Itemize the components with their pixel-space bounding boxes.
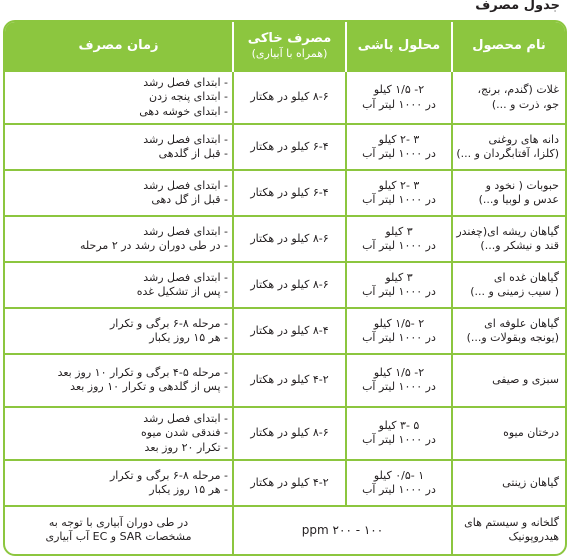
table-row-last: [5, 506, 565, 554]
timing-line: - ابتدای خوشه دهی: [8, 105, 228, 119]
soil-cell: ۶-۴ کیلو در هکتار: [233, 124, 346, 170]
timing-line: - ابتدای فصل رشد: [8, 271, 228, 285]
crop-line: سبزی و صیفی: [492, 373, 559, 387]
crop-line: گیاهان علوفه ای: [484, 316, 559, 330]
header-spray: محلول پاشی: [346, 22, 452, 71]
header-timing: زمان مصرف: [5, 22, 233, 71]
crop-cell: [452, 460, 565, 506]
timing-line: - هر ۱۵ روز یکبار: [8, 331, 228, 345]
spray-cell: [346, 170, 452, 216]
crop-line: هیدروپونیک: [508, 530, 559, 544]
crop-line: ( سیب زمینی و ...): [470, 284, 559, 298]
soil-cell: ۴-۲ کیلو در هکتار: [233, 354, 346, 407]
timing-line: - ابتدای فصل رشد: [8, 179, 228, 193]
header-soil-label: مصرف خاکی: [247, 31, 332, 46]
timing-line: - قبل از گلدهی: [8, 147, 228, 161]
spray-line: ۲- ۱/۵ کیلو: [373, 83, 425, 97]
table-row: [5, 460, 565, 506]
spray-line: ۳ -۲ کیلو: [378, 178, 420, 192]
header-soil-sub: (همراه با آبیاری): [251, 47, 328, 61]
crop-cell: [452, 124, 565, 170]
timing-line: - ابتدای پنجه زدن: [8, 90, 228, 104]
timing-line: - هر ۱۵ روز یکبار: [8, 483, 228, 497]
spray-cell: [346, 407, 452, 460]
crop-line: درختان میوه: [503, 426, 559, 440]
table-row: [5, 124, 565, 170]
crop-line: عدس و لوبیا و...): [478, 193, 559, 206]
spray-line: ۲ -۱/۵ کیلو: [373, 316, 425, 330]
table-row: [5, 407, 565, 460]
crop-line: قند و نیشکر و...): [480, 238, 559, 252]
spray-line: در ۱۰۰۰ لیتر آب: [362, 284, 436, 298]
timing-cell: [5, 308, 233, 354]
timing-line: - ابتدای فصل رشد: [8, 225, 228, 239]
timing-line: - مرحله ۸-۶ برگی و تکرار: [8, 317, 228, 331]
spray-line: در ۱۰۰۰ لیتر آب: [362, 380, 436, 394]
crop-cell: [452, 262, 565, 308]
timing-note-line: در طی دوران آبیاری با توجه به: [48, 516, 189, 530]
spray-cell: [346, 308, 452, 354]
crop-cell: [452, 71, 565, 124]
spray-line: ۳ کیلو: [385, 270, 413, 284]
crop-cell: [452, 308, 565, 354]
timing-line: - قبل از گل دهی: [8, 193, 228, 207]
spray-cell: [346, 124, 452, 170]
table-header-row: [5, 22, 565, 71]
crop-line: گلخانه و سیستم های: [464, 516, 559, 530]
timing-line: - مرحله ۵-۴ برگی و تکرار ۱۰ روز بعد: [8, 366, 228, 380]
page-title: جدول مصرف: [475, 0, 560, 13]
spray-line: ۵ -۳ کیلو: [378, 419, 420, 433]
soil-cell: ۸-۶ کیلو در هکتار: [233, 71, 346, 124]
soil-cell: ۴-۲ کیلو در هکتار: [233, 460, 346, 506]
spray-line: در ۱۰۰۰ لیتر آب: [362, 238, 436, 252]
timing-cell: [5, 71, 233, 124]
timing-cell: [5, 262, 233, 308]
timing-cell: [5, 407, 233, 460]
timing-line: - پس از تشکیل غده: [8, 285, 228, 299]
spray-line: در ۱۰۰۰ لیتر آب: [362, 433, 436, 447]
soil-cell: ۸-۶ کیلو در هکتار: [233, 262, 346, 308]
timing-cell: [5, 506, 233, 554]
timing-line: - ابتدای فصل رشد: [8, 133, 228, 147]
table-row: [5, 71, 565, 124]
soil-cell: ۶-۴ کیلو در هکتار: [233, 170, 346, 216]
soil-cell: ۸-۴ کیلو در هکتار: [233, 308, 346, 354]
crop-line: (یونجه وبقولات و...): [466, 330, 559, 344]
usage-table-grid: [5, 22, 565, 554]
spray-line: در ۱۰۰۰ لیتر آب: [362, 482, 436, 496]
ppm-cell: ۱۰۰ - ۲۰۰ ppm: [233, 506, 452, 554]
spray-cell: [346, 460, 452, 506]
table-row: [5, 262, 565, 308]
table-row: [5, 308, 565, 354]
timing-line: - ابتدای فصل رشد: [8, 412, 228, 426]
spray-line: در ۱۰۰۰ لیتر آب: [362, 147, 436, 161]
spray-line: در ۱۰۰۰ لیتر آب: [362, 193, 436, 206]
timing-cell: [5, 124, 233, 170]
table-body: [5, 22, 565, 554]
soil-cell: ۸-۶ کیلو در هکتار: [233, 216, 346, 262]
spray-cell: [346, 262, 452, 308]
spray-line: ۳ کیلو: [385, 224, 413, 238]
spray-line: ۱ -۰/۵ کیلو: [373, 468, 425, 482]
crop-line: (کلزا، آفتابگردان و ...): [456, 147, 559, 161]
crop-line: گیاهان غده ای: [493, 270, 559, 284]
timing-line: - مرحله ۸-۶ برگی و تکرار: [8, 469, 228, 483]
timing-cell: [5, 354, 233, 407]
spray-cell: [346, 71, 452, 124]
table-row: [5, 216, 565, 262]
timing-line: - در طی دوران رشد در ۲ مرحله: [8, 239, 228, 253]
crop-cell: [452, 170, 565, 216]
table-row: [5, 170, 565, 216]
timing-line: - تکرار ۲۰ روز بعد: [8, 441, 228, 455]
crop-line: دانه های روغنی: [488, 132, 559, 146]
timing-cell: [5, 170, 233, 216]
soil-cell: ۸-۶ کیلو در هکتار: [233, 407, 346, 460]
timing-line: - ابتدای فصل رشد: [8, 76, 228, 90]
usage-table: [3, 20, 567, 556]
spray-cell: [346, 354, 452, 407]
crop-line: غلات (گندم، برنج،: [477, 83, 559, 97]
timing-line: - پس از گلدهی و تکرار ۱۰ روز بعد: [8, 380, 228, 394]
crop-cell: [452, 354, 565, 407]
spray-line: در ۱۰۰۰ لیتر آب: [362, 97, 436, 111]
timing-cell: [5, 216, 233, 262]
spray-line: در ۱۰۰۰ لیتر آب: [362, 330, 436, 344]
crop-line: گیاهان زینتی: [502, 475, 559, 489]
timing-line: - فندقی شدن میوه: [8, 426, 228, 440]
crop-line: جو، ذرت و ...): [491, 97, 559, 111]
table-row: [5, 354, 565, 407]
crop-line: حبوبات ( نخود و: [485, 178, 559, 192]
timing-note-line: مشخصات SAR و EC آب آبیاری: [45, 530, 192, 544]
timing-cell: [5, 460, 233, 506]
crop-cell: [452, 216, 565, 262]
spray-cell: [346, 216, 452, 262]
crop-cell: [452, 407, 565, 460]
crop-cell: [452, 506, 565, 554]
spray-line: ۳ -۲ کیلو: [378, 132, 420, 146]
crop-line: گیاهان ریشه ای(چغندر: [456, 224, 559, 238]
header-soil: [233, 22, 346, 71]
spray-line: ۲- ۱/۵ کیلو: [373, 366, 425, 380]
header-crop: نام محصول: [452, 22, 565, 71]
